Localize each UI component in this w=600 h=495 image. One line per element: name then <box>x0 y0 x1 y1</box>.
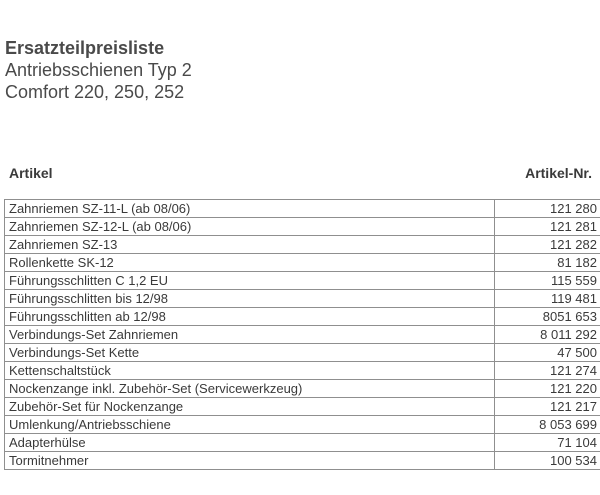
table-row <box>5 434 600 452</box>
document-subtitle-models: Comfort 220, 250, 252 <box>5 82 185 102</box>
artikel-nr-cell: 47 500 <box>495 344 600 362</box>
artikel-cell: Rollenkette SK-12 <box>5 254 495 272</box>
table-row <box>5 416 600 434</box>
table-row <box>5 344 600 362</box>
artikel-nr-cell: 121 220 <box>495 380 600 398</box>
table-row <box>5 380 600 398</box>
artikel-nr-cell: 121 281 <box>495 218 600 236</box>
table-row <box>5 290 600 308</box>
artikel-cell: Zahnriemen SZ-13 <box>5 236 495 254</box>
document-title: Ersatzteilpreisliste <box>5 38 165 58</box>
artikel-nr-cell: 121 282 <box>495 236 600 254</box>
artikel-nr-cell: 121 274 <box>495 362 600 380</box>
artikel-cell: Adapterhülse <box>5 434 495 452</box>
table-row <box>5 254 600 272</box>
artikel-nr-cell: 8 011 292 <box>495 326 600 344</box>
artikel-nr-cell: 71 104 <box>495 434 600 452</box>
artikel-nr-cell: 8051 653 <box>495 308 600 326</box>
document-subtitle-product: Antriebsschienen Typ 2 <box>5 60 192 80</box>
artikel-cell: Nockenzange inkl. Zubehör-Set (Servicewerkzeug) <box>5 380 495 398</box>
table-row <box>5 362 600 380</box>
artikel-nr-cell: 121 280 <box>495 200 600 218</box>
title-block <box>5 38 192 103</box>
artikel-nr-cell: 115 559 <box>495 272 600 290</box>
artikel-nr-cell: 81 182 <box>495 254 600 272</box>
artikel-cell: Umlenkung/Antriebsschiene <box>5 416 495 434</box>
column-header-artikel: Artikel <box>9 165 53 181</box>
artikel-cell: Verbindungs-Set Kette <box>5 344 495 362</box>
column-header-artikel-nr: Artikel-Nr. <box>525 165 592 181</box>
table-row <box>5 398 600 416</box>
parts-price-table <box>4 199 600 470</box>
artikel-nr-cell: 121 217 <box>495 398 600 416</box>
artikel-cell: Führungsschlitten ab 12/98 <box>5 308 495 326</box>
artikel-cell: Kettenschaltstück <box>5 362 495 380</box>
artikel-cell: Tormitnehmer <box>5 452 495 470</box>
table-row <box>5 200 600 218</box>
artikel-cell: Führungsschlitten bis 12/98 <box>5 290 495 308</box>
table-row <box>5 272 600 290</box>
artikel-cell: Führungsschlitten C 1,2 EU <box>5 272 495 290</box>
artikel-cell: Zahnriemen SZ-12-L (ab 08/06) <box>5 218 495 236</box>
artikel-cell: Verbindungs-Set Zahnriemen <box>5 326 495 344</box>
artikel-cell: Zubehör-Set für Nockenzange <box>5 398 495 416</box>
artikel-nr-cell: 100 534 <box>495 452 600 470</box>
artikel-nr-cell: 8 053 699 <box>495 416 600 434</box>
artikel-cell: Zahnriemen SZ-11-L (ab 08/06) <box>5 200 495 218</box>
artikel-nr-cell: 119 481 <box>495 290 600 308</box>
table-row <box>5 308 600 326</box>
table-row <box>5 218 600 236</box>
table-row <box>5 326 600 344</box>
table-row <box>5 236 600 254</box>
table-row <box>5 452 600 470</box>
